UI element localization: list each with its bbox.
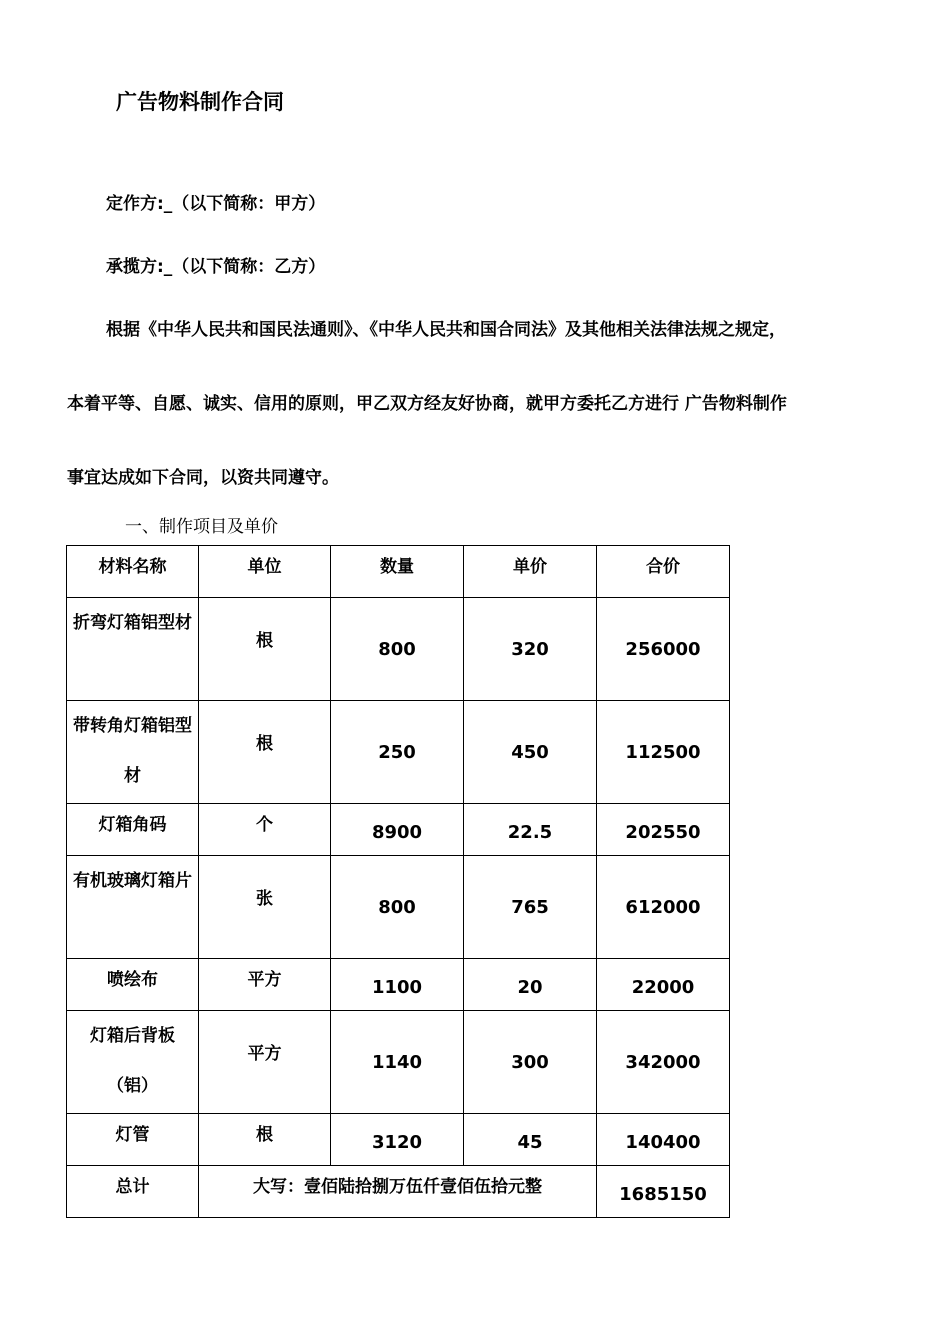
header-cell: 材料名称 bbox=[67, 546, 199, 598]
unit-cell: 平方 bbox=[199, 959, 331, 1011]
unit-price-cell: 320 bbox=[464, 598, 597, 701]
header-cell: 单价 bbox=[464, 546, 597, 598]
material-name-cell: 有机玻璃灯箱片 bbox=[67, 856, 199, 959]
quantity-cell: 8900 bbox=[331, 804, 464, 856]
line-total-cell: 256000 bbox=[597, 598, 730, 701]
line-total-cell: 202550 bbox=[597, 804, 730, 856]
total-row bbox=[67, 1166, 730, 1218]
unit-cell: 张 bbox=[199, 856, 331, 959]
header-cell: 数量 bbox=[331, 546, 464, 598]
header-cell: 合价 bbox=[597, 546, 730, 598]
unit-cell: 根 bbox=[199, 1114, 331, 1166]
unit-price-cell: 300 bbox=[464, 1011, 597, 1114]
material-name-cell: 带转角灯箱铝型材 bbox=[67, 701, 199, 804]
unit-cell: 个 bbox=[199, 804, 331, 856]
quantity-cell: 1140 bbox=[331, 1011, 464, 1114]
pricing-table bbox=[66, 545, 730, 1218]
table-row bbox=[67, 598, 730, 701]
quantity-cell: 3120 bbox=[331, 1114, 464, 1166]
unit-cell: 平方 bbox=[199, 1011, 331, 1114]
line-total-cell: 140400 bbox=[597, 1114, 730, 1166]
quantity-cell: 800 bbox=[331, 856, 464, 959]
unit-price-cell: 45 bbox=[464, 1114, 597, 1166]
line-total-cell: 112500 bbox=[597, 701, 730, 804]
material-name-cell: 灯箱后背板（铝） bbox=[67, 1011, 199, 1114]
line-total-cell: 22000 bbox=[597, 959, 730, 1011]
unit-price-cell: 765 bbox=[464, 856, 597, 959]
unit-price-cell: 20 bbox=[464, 959, 597, 1011]
material-name-cell: 折弯灯箱铝型材 bbox=[67, 598, 199, 701]
unit-cell: 根 bbox=[199, 598, 331, 701]
unit-price-cell: 450 bbox=[464, 701, 597, 804]
line-total-cell: 612000 bbox=[597, 856, 730, 959]
table-row bbox=[67, 856, 730, 959]
table-row bbox=[67, 804, 730, 856]
quantity-cell: 800 bbox=[331, 598, 464, 701]
unit-cell: 根 bbox=[199, 701, 331, 804]
quantity-cell: 1100 bbox=[331, 959, 464, 1011]
document-title: 广告物料制作合同 bbox=[116, 90, 284, 114]
table-header-row bbox=[67, 546, 730, 598]
table-row bbox=[67, 1114, 730, 1166]
party-b-line: 承揽方:_（以下简称：乙方） bbox=[106, 257, 326, 277]
total-in-words-cell: 大写：壹佰陆拾捌万伍仟壹佰伍拾元整 bbox=[199, 1166, 597, 1218]
unit-price-cell: 22.5 bbox=[464, 804, 597, 856]
material-name-cell: 灯箱角码 bbox=[67, 804, 199, 856]
intro-line-3: 事宜达成如下合同，以资共同遵守。 bbox=[67, 468, 339, 488]
quantity-cell: 250 bbox=[331, 701, 464, 804]
table-row bbox=[67, 959, 730, 1011]
table-row bbox=[67, 1011, 730, 1114]
material-name-cell: 喷绘布 bbox=[67, 959, 199, 1011]
grand-total-cell: 1685150 bbox=[597, 1166, 730, 1218]
section-title: 一、制作项目及单价 bbox=[125, 517, 278, 537]
intro-line-1: 根据《中华人民共和国民法通则》、《中华人民共和国合同法》及其他相关法律法规之规定， bbox=[106, 320, 786, 340]
total-label-cell: 总计 bbox=[67, 1166, 199, 1218]
party-a-line: 定作方:_（以下简称：甲方） bbox=[106, 194, 326, 214]
header-cell: 单位 bbox=[199, 546, 331, 598]
material-name-cell: 灯管 bbox=[67, 1114, 199, 1166]
line-total-cell: 342000 bbox=[597, 1011, 730, 1114]
table-row bbox=[67, 701, 730, 804]
intro-line-2: 本着平等、自愿、诚实、信用的原则，甲乙双方经友好协商，就甲方委托乙方进行 广告物料制作 bbox=[67, 394, 787, 414]
